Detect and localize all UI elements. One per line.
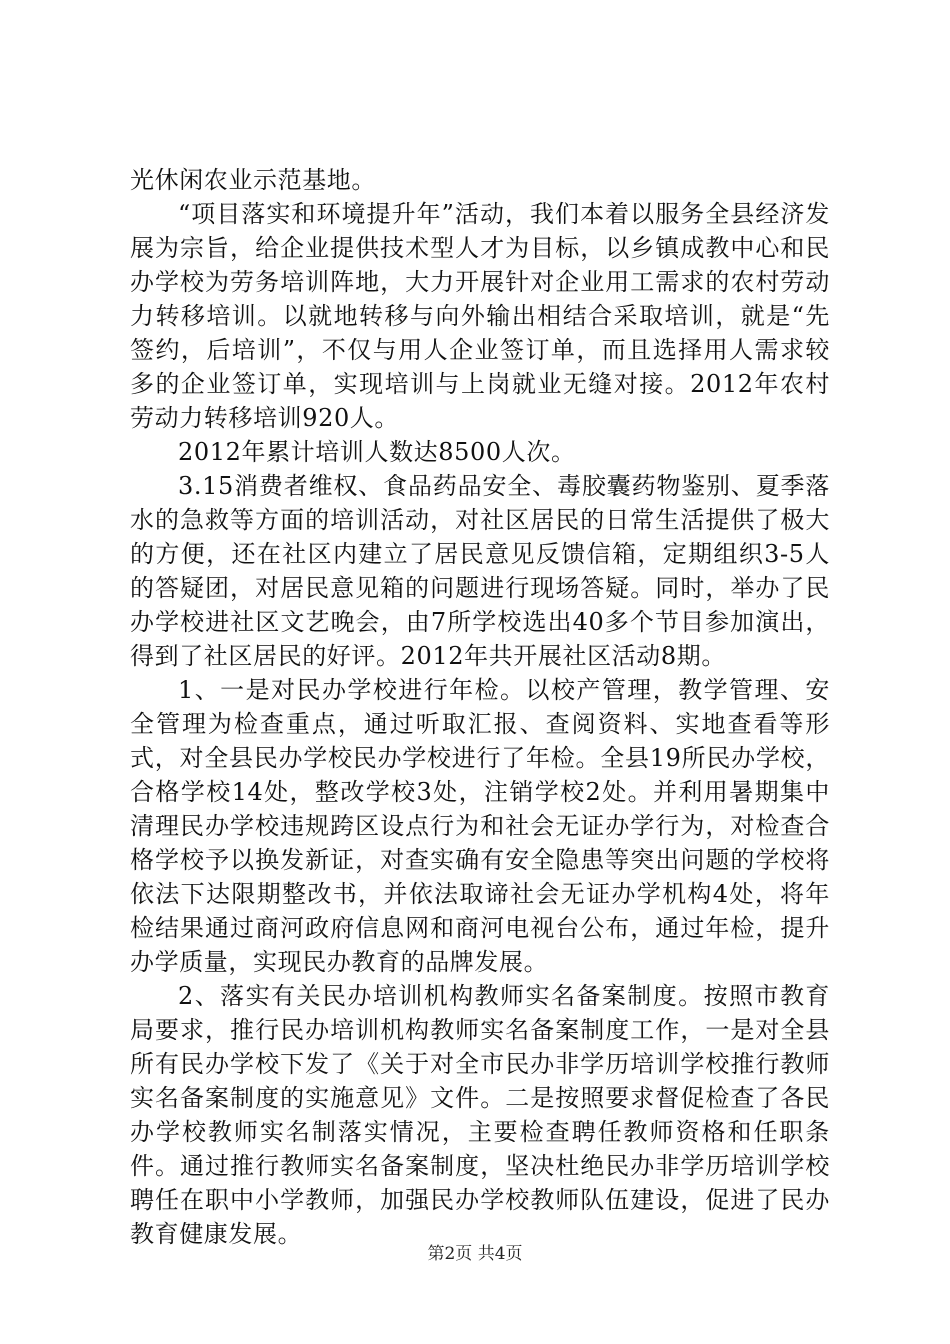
document-body [130, 163, 830, 1251]
paragraph-1: 光休闲农业示范基地。 [130, 166, 376, 194]
paragraph-2: “项目落实和环境提升年”活动，我们本着以服务全县经济发展为宗旨，给企业提供技术型人才为目标，以乡镇成教中心和民办学校为劳务培训阵地，大力开展针对企业用工需求的农村劳动力转移培训。以就地转移与向外输出相结合采取培训，就是“先签约，后培训”，不仅与用人企业签订单，而且选择用人需求较多的企业签订单，实现培训与上岗就业无缝对接。2012年农村劳动力转移培训920人。 [130, 200, 830, 432]
paragraph-3: 2012年累计培训人数达8500人次。 [178, 438, 576, 466]
page-number-footer: 第2页 共4页 [427, 1244, 523, 1264]
paragraph-5: 1、一是对民办学校进行年检。以校产管理，教学管理、安全管理为检查重点，通过听取汇报、查阅资料、实地查看等形式，对全县民办学校民办学校进行了年检。全县19所民办学校，合格学校14处，整改学校3处，注销学校2处。并利用暑期集中清理民办学校违规跨区设点行为和社会无证办学行为，对检查合格学校予以换发新证，对查实确有安全隐患等突出问题的学校将依法下达限期整改书，并依法取谛社会无证办学机构4处，将年检结果通过商河政府信息网和商河电视台公布，通过年检，提升办学质量，实现民办教育的品牌发展。 [130, 676, 830, 976]
paragraph-6: 2、落实有关民办培训机构教师实名备案制度。按照市教育局要求，推行民办培训机构教师实名备案制度工作，一是对全县所有民办学校下发了《关于对全市民办非学历培训学校推行教师实名备案制度的实施意见》文件。二是按照要求督促检查了各民办学校教师实名制落实情况，主要检查聘任教师资格和任职条件。通过推行教师实名备案制度，坚决杜绝民办非学历培训学校聘任在职中小学教师，加强民办学校教师队伍建设，促进了民办教育健康发展。 [130, 982, 830, 1248]
paragraph-4: 3.15消费者维权、食品药品安全、毒胶囊药物鉴别、夏季落水的急救等方面的培训活动，对社区居民的日常生活提供了极大的方便，还在社区内建立了居民意见反馈信箱，定期组织3-5人的答疑团，对居民意见箱的问题进行现场答疑。同时，举办了民办学校进社区文艺晚会，由7所学校选出40多个节目参加演出，得到了社区居民的好评。2012年共开展社区活动8期。 [130, 472, 830, 670]
